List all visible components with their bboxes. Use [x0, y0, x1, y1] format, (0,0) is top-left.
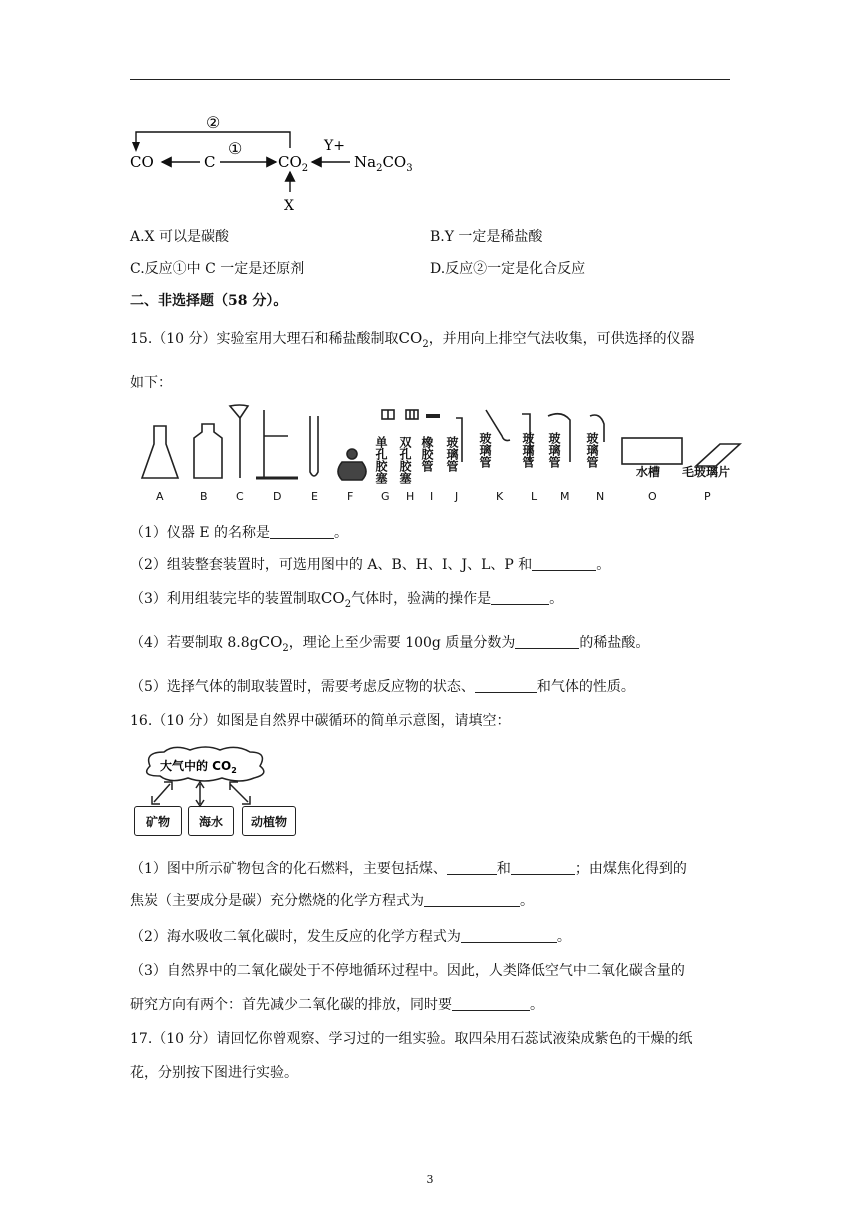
option-a: A.X 可以是碳酸	[130, 229, 229, 245]
arrow-right	[230, 782, 250, 804]
cloud-label: 大气中的 $CO_2$	[160, 759, 237, 775]
box-minerals: 矿物	[134, 806, 182, 836]
na2co3-formula: $Na_2CO_3$	[354, 153, 413, 174]
q15-part-1: （1）仪器 E 的名称是 。	[130, 525, 349, 541]
arrow-middle	[196, 782, 204, 806]
label-m: 玻璃管	[547, 432, 561, 468]
q15-part-4: （4）若要制取 8.8gCO$_2$，理论上至少需要 100g 质量分数为 的稀盐酸。	[130, 633, 650, 654]
svg-text:K: K	[496, 490, 504, 503]
q17-line-2: 花，分别按下图进行实验。	[130, 1065, 298, 1081]
y-reagent: Y+	[324, 138, 345, 154]
label-reaction-1: ①	[228, 139, 243, 158]
apparatus-figure	[130, 402, 742, 506]
apparatus-letters	[156, 490, 711, 503]
q15-part-2: （2）组装整套装置时，可选用图中的 A、B、H、I、J、L、P 和 。	[130, 557, 611, 573]
svg-text:O: O	[648, 490, 657, 503]
q16-part-3: （3）自然界中的二氧化碳处于不停地循环过程中。因此，人类降低空气中二氧化碳含量的	[130, 963, 685, 979]
water-trough	[622, 438, 682, 464]
option-d: D.反应②一定是化合反应	[430, 261, 586, 277]
q16-part-3-cont: 研究方向有两个：首先减少二氧化碳的排放，同时要 。	[130, 997, 544, 1013]
long-neck-funnel	[230, 405, 248, 418]
q15-part-5: （5）选择气体的制取装置时，需要考虑反应物的状态、 和气体的性质。	[130, 679, 635, 695]
option-b: B.Y 一定是稀盐酸	[430, 229, 543, 245]
label-p: 毛玻璃片	[682, 465, 731, 479]
svg-text:N: N	[596, 490, 605, 503]
svg-text:M: M	[560, 490, 570, 503]
box-organisms: 动植物	[242, 806, 296, 836]
label-h: 双孔胶塞	[398, 436, 412, 484]
arrow-reaction-2	[136, 132, 290, 148]
svg-text:P: P	[704, 490, 711, 503]
q16-part-1: （1）图中所示矿物包含的化石燃料，主要包括煤、 和 ；由煤焦化得到的	[130, 861, 687, 877]
svg-text:F: F	[347, 490, 354, 503]
header-rule	[130, 79, 730, 80]
conversion-diagram	[128, 108, 418, 216]
alcohol-lamp	[338, 462, 366, 480]
svg-text:D: D	[273, 490, 282, 503]
svg-text:G: G	[381, 490, 390, 503]
c-formula: C	[204, 153, 216, 171]
label-reaction-2: ②	[206, 113, 221, 132]
q15-stem-cont: 如下：	[130, 375, 172, 391]
box-seawater: 海水	[188, 806, 234, 836]
q17-line-1: 17.（10 分）请回忆你曾观察、学习过的一组实验。取四朵用石蕊试液染成紫色的干燥的纸	[130, 1031, 693, 1047]
label-j: 玻璃管	[445, 436, 459, 472]
double-hole-stopper	[406, 410, 418, 419]
label-n: 玻璃管	[585, 432, 599, 468]
x-reagent: X	[284, 198, 294, 214]
glass-plate	[696, 444, 740, 466]
svg-text:C: C	[236, 490, 244, 503]
svg-text:B: B	[200, 490, 208, 503]
wide-mouth-bottle	[194, 424, 222, 478]
page-number: 3	[426, 1173, 434, 1186]
section-heading: 二、非选择题（58 分）。	[130, 293, 288, 309]
label-l: 玻璃管	[521, 432, 535, 468]
svg-text:I: I	[430, 490, 434, 503]
conical-flask	[142, 426, 178, 478]
q16-part-2: （2）海水吸收二氧化碳时，发生反应的化学方程式为 。	[130, 929, 571, 945]
co-formula: CO	[130, 153, 154, 171]
label-i: 橡胶管	[420, 436, 434, 472]
label-k: 玻璃管	[478, 432, 492, 468]
svg-text:L: L	[531, 490, 538, 503]
option-c: C.反应①中 C 一定是还原剂	[130, 261, 305, 277]
co2-formula: $CO_2$	[278, 153, 309, 174]
svg-text:A: A	[156, 490, 164, 503]
svg-text:E: E	[311, 490, 318, 503]
svg-text:H: H	[406, 490, 415, 503]
q16-stem: 16.（10 分）如图是自然界中碳循环的简单示意图，请填空：	[130, 713, 511, 729]
arrow-left	[152, 782, 172, 804]
q15-stem: 15.（10 分）实验室用大理石和稀盐酸制取$CO_2$，并用向上排空气法收集，可供选择的仪器	[130, 329, 695, 350]
svg-text:J: J	[455, 490, 459, 503]
q15-part-3: （3）利用组装完毕的装置制取$CO_2$气体时，验满的操作是 。	[130, 589, 564, 610]
test-tube	[310, 416, 318, 476]
label-o: 水槽	[636, 465, 661, 479]
q16-part-1-cont: 焦炭（主要成分是碳）充分燃烧的化学方程式为 。	[130, 893, 534, 909]
label-g: 单孔胶塞	[374, 436, 388, 484]
